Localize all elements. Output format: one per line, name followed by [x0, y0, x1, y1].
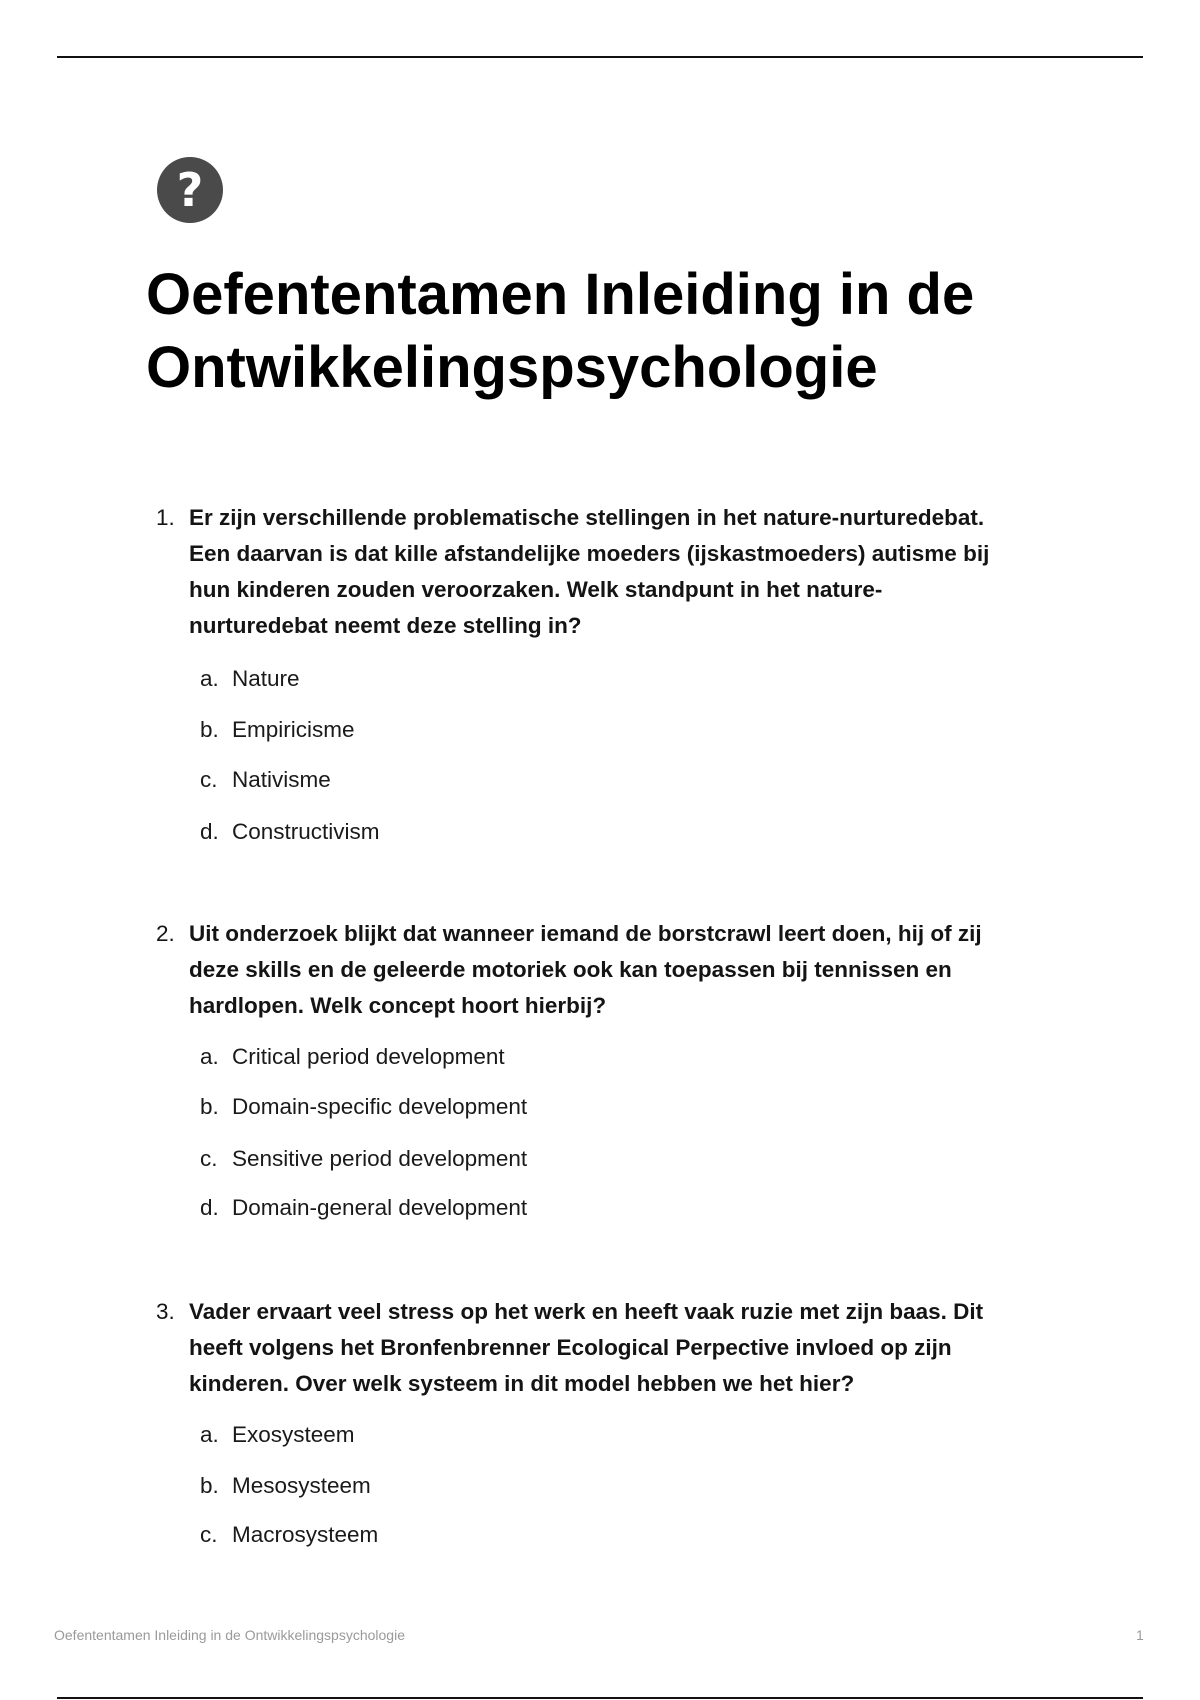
question-2-number: 2.	[156, 921, 175, 946]
footer-title: Oefententamen Inleiding in de Ontwikkelingspsychologie	[54, 1627, 405, 1643]
title-line-2: Ontwikkelingspsychologie	[146, 335, 878, 400]
option-letter: c.	[200, 767, 218, 792]
title-line-1: Oefententamen Inleiding in de	[146, 262, 975, 327]
question-1-number: 1.	[156, 505, 175, 530]
question-2-option-b	[200, 1092, 527, 1122]
question-1-option-a	[200, 664, 300, 694]
question-3	[146, 1294, 1076, 1402]
question-1-option-d	[200, 817, 380, 847]
question-3-option-a	[200, 1420, 355, 1450]
option-letter: b.	[200, 1473, 219, 1498]
option-text: Mesosysteem	[232, 1473, 371, 1498]
bottom-rule	[57, 1697, 1143, 1699]
question-3-option-c	[200, 1520, 378, 1550]
question-2-line: Uit onderzoek blijkt dat wanneer iemand de borstcrawl leert doen, hij of zij	[189, 921, 982, 946]
option-letter: b.	[200, 717, 219, 742]
question-2-line: deze skills en de geleerde motoriek ook kan toepassen bij tennissen en	[189, 957, 952, 982]
question-2-line: hardlopen. Welk concept hoort hierbij?	[189, 993, 607, 1018]
question-1	[146, 500, 1076, 644]
question-3-option-b	[200, 1471, 371, 1501]
option-letter: a.	[200, 1422, 219, 1447]
question-1-line: Een daarvan is dat kille afstandelijke moeders (ijskastmoeders) autisme bij	[189, 541, 990, 566]
page-number: 1	[1136, 1627, 1144, 1643]
question-2-option-a	[200, 1042, 505, 1072]
question-3-number: 3.	[156, 1299, 175, 1324]
top-rule	[57, 56, 1143, 58]
option-text: Sensitive period development	[232, 1146, 528, 1171]
option-text: Exosysteem	[232, 1422, 355, 1447]
option-letter: d.	[200, 819, 219, 844]
option-text: Nature	[232, 666, 300, 691]
option-letter: c.	[200, 1146, 218, 1171]
question-3-line: heeft volgens het Bronfenbrenner Ecological Perpective invloed op zijn	[189, 1335, 952, 1360]
option-text: Macrosysteem	[232, 1522, 379, 1547]
option-text: Empiricisme	[232, 717, 355, 742]
question-3-text	[146, 1294, 1076, 1402]
option-text: Domain-general development	[232, 1195, 528, 1220]
question-2	[146, 916, 1076, 1024]
question-circle-icon: ?	[157, 157, 223, 223]
option-letter: a.	[200, 1044, 219, 1069]
question-1-line: hun kinderen zouden veroorzaken. Welk standpunt in het nature-	[189, 577, 883, 602]
question-2-option-c	[200, 1144, 527, 1174]
option-letter: b.	[200, 1094, 219, 1119]
question-2-option-d	[200, 1193, 527, 1223]
option-letter: d.	[200, 1195, 219, 1220]
option-text: Domain-specific development	[232, 1094, 528, 1119]
question-2-text	[146, 916, 1076, 1024]
question-1-option-b	[200, 715, 355, 745]
option-text: Nativisme	[232, 767, 331, 792]
question-1-text	[146, 500, 1076, 644]
option-letter: c.	[200, 1522, 218, 1547]
question-1-line: Er zijn verschillende problematische stellingen in het nature-nurturedebat.	[189, 505, 985, 530]
question-1-line: nurturedebat neemt deze stelling in?	[189, 613, 582, 638]
question-3-line: kinderen. Over welk systeem in dit model hebben we het hier?	[189, 1371, 855, 1396]
option-letter: a.	[200, 666, 219, 691]
question-3-line: Vader ervaart veel stress op het werk en heeft vaak ruzie met zijn baas. Dit	[189, 1299, 984, 1324]
option-text: Critical period development	[232, 1044, 505, 1069]
page-title	[146, 258, 1106, 404]
question-1-option-c	[200, 765, 331, 795]
option-text: Constructivism	[232, 819, 380, 844]
